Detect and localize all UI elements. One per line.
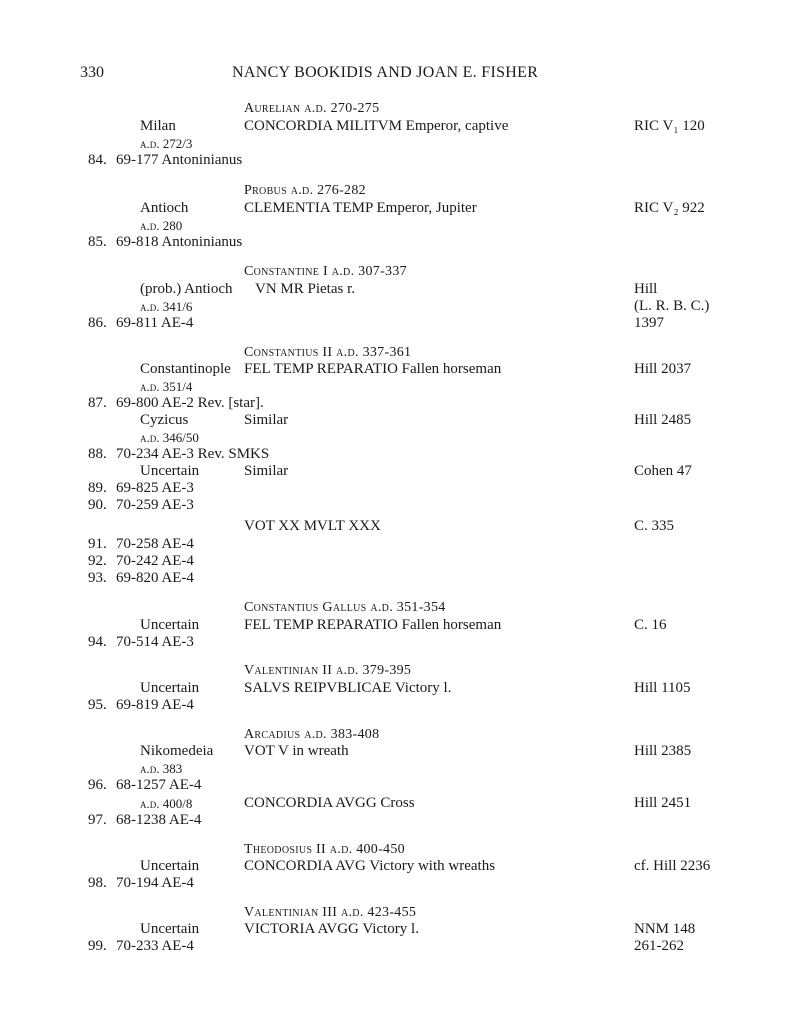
reference: Hill 2485 — [634, 412, 692, 428]
coin-date: a.d. 346/50 — [140, 430, 199, 445]
reference: C. 16 — [634, 617, 667, 633]
coin-legend: Similar — [244, 463, 289, 479]
accession-number: 68-1257 AE-4 — [116, 777, 202, 793]
catalog-number: 84. — [88, 152, 107, 168]
mint: (prob.) Antioch — [140, 281, 233, 297]
accession-number: 70-234 AE-3 Rev. SMKS — [116, 446, 270, 462]
mint: Antioch — [140, 200, 189, 216]
accession-number: 70-233 AE-4 — [116, 938, 194, 954]
accession-number: 68-1238 AE-4 — [116, 812, 202, 828]
catalog-number: 96. — [88, 777, 107, 793]
reference: RIC V₂ 922 — [634, 200, 705, 216]
coin-legend: VICTORIA AVGG Victory l. — [244, 921, 419, 937]
coin-legend: Similar — [244, 412, 289, 428]
catalog-number: 92. — [88, 553, 107, 569]
accession-number: 69-818 Antoninianus — [116, 234, 243, 250]
coin-legend: VN MR Pietas r. — [255, 281, 356, 297]
reference: Hill — [634, 281, 658, 297]
reference: Hill 2385 — [634, 743, 692, 759]
catalog-number: 86. — [88, 315, 107, 331]
reference: RIC V₁ 120 — [634, 118, 705, 134]
coin-legend: CLEMENTIA TEMP Emperor, Jupiter — [244, 200, 477, 216]
ruler-heading: Aurelian a.d. 270-275 — [244, 101, 380, 116]
mint: Uncertain — [140, 463, 200, 479]
catalog-number: 91. — [88, 536, 107, 552]
reference: cf. Hill 2236 — [634, 858, 711, 874]
coin-legend: FEL TEMP REPARATIO Fallen horseman — [244, 361, 502, 377]
coin-legend: FEL TEMP REPARATIO Fallen horseman — [244, 617, 502, 633]
reference: Hill 2037 — [634, 361, 692, 377]
ruler-heading: Constantius II a.d. 337-361 — [244, 345, 412, 360]
ruler-heading: Valentinian II a.d. 379-395 — [244, 663, 412, 678]
catalog-number: 87. — [88, 395, 107, 411]
coin-date: a.d. 272/3 — [140, 136, 193, 151]
mint: Nikomedeia — [140, 743, 214, 759]
catalog-number: 93. — [88, 570, 107, 586]
accession-number: 69-177 Antoninianus — [116, 152, 243, 168]
catalog-number: 94. — [88, 634, 107, 650]
coin-date: a.d. 383 — [140, 761, 183, 776]
reference: 1397 — [634, 315, 664, 331]
catalog-number: 85. — [88, 234, 107, 250]
mint: Uncertain — [140, 858, 200, 874]
accession-number: 70-242 AE-4 — [116, 553, 194, 569]
coin-legend: CONCORDIA AVGG Cross — [244, 795, 415, 811]
reference: Hill 1105 — [634, 680, 691, 696]
catalog-number: 97. — [88, 812, 107, 828]
coin-legend: VOT V in wreath — [244, 743, 349, 759]
accession-number: 70-514 AE-3 — [116, 634, 194, 650]
mint: Cyzicus — [140, 412, 189, 428]
catalog-number: 89. — [88, 480, 107, 496]
coin-legend: SALVS REIPVBLICAE Victory l. — [244, 680, 452, 696]
ruler-heading: Valentinian III a.d. 423-455 — [244, 905, 417, 920]
catalog-number: 90. — [88, 497, 107, 513]
coin-legend: VOT XX MVLT XXX — [244, 518, 381, 534]
ruler-heading: Theodosius II a.d. 400-450 — [244, 842, 405, 857]
reference: NNM 148 — [634, 921, 696, 937]
coin-date: a.d. 351/4 — [140, 379, 193, 394]
reference: C. 335 — [634, 518, 675, 534]
reference: Cohen 47 — [634, 463, 692, 479]
accession-number: 70-194 AE-4 — [116, 875, 194, 891]
coin-date: a.d. 341/6 — [140, 299, 193, 314]
accession-number: 69-800 AE-2 Rev. [star]. — [116, 395, 264, 411]
running-head: NANCY BOOKIDIS AND JOAN E. FISHER — [232, 64, 539, 81]
mint: Uncertain — [140, 921, 200, 937]
accession-number: 69-820 AE-4 — [116, 570, 194, 586]
coin-legend: CONCORDIA MILITVM Emperor, captive — [244, 118, 509, 134]
accession-number: 70-259 AE-3 — [116, 497, 194, 513]
accession-number: 69-811 AE-4 — [116, 315, 194, 331]
ruler-heading: Probus a.d. 276-282 — [244, 183, 366, 198]
reference: (L. R. B. C.) — [634, 298, 710, 314]
mint: Uncertain — [140, 680, 200, 696]
mint: Constantinople — [140, 361, 231, 377]
ruler-heading: Arcadius a.d. 383-408 — [244, 727, 380, 742]
page-number: 330 — [80, 64, 104, 81]
coin-date: a.d. 280 — [140, 218, 183, 233]
accession-number: 69-819 AE-4 — [116, 697, 194, 713]
catalog-number: 88. — [88, 446, 107, 462]
mint: Uncertain — [140, 617, 200, 633]
catalog-number: 98. — [88, 875, 107, 891]
ruler-heading: Constantine I a.d. 307-337 — [244, 264, 407, 279]
mint: Milan — [140, 118, 176, 134]
coin-legend: CONCORDIA AVG Victory with wreaths — [244, 858, 496, 874]
accession-number: 70-258 AE-4 — [116, 536, 194, 552]
coin-date: a.d. 400/8 — [140, 796, 193, 811]
reference: 261-262 — [634, 938, 684, 954]
catalog-number: 95. — [88, 697, 107, 713]
ruler-heading: Constantius Gallus a.d. 351-354 — [244, 600, 446, 615]
reference: Hill 2451 — [634, 795, 692, 811]
accession-number: 69-825 AE-3 — [116, 480, 194, 496]
catalog-number: 99. — [88, 938, 107, 954]
